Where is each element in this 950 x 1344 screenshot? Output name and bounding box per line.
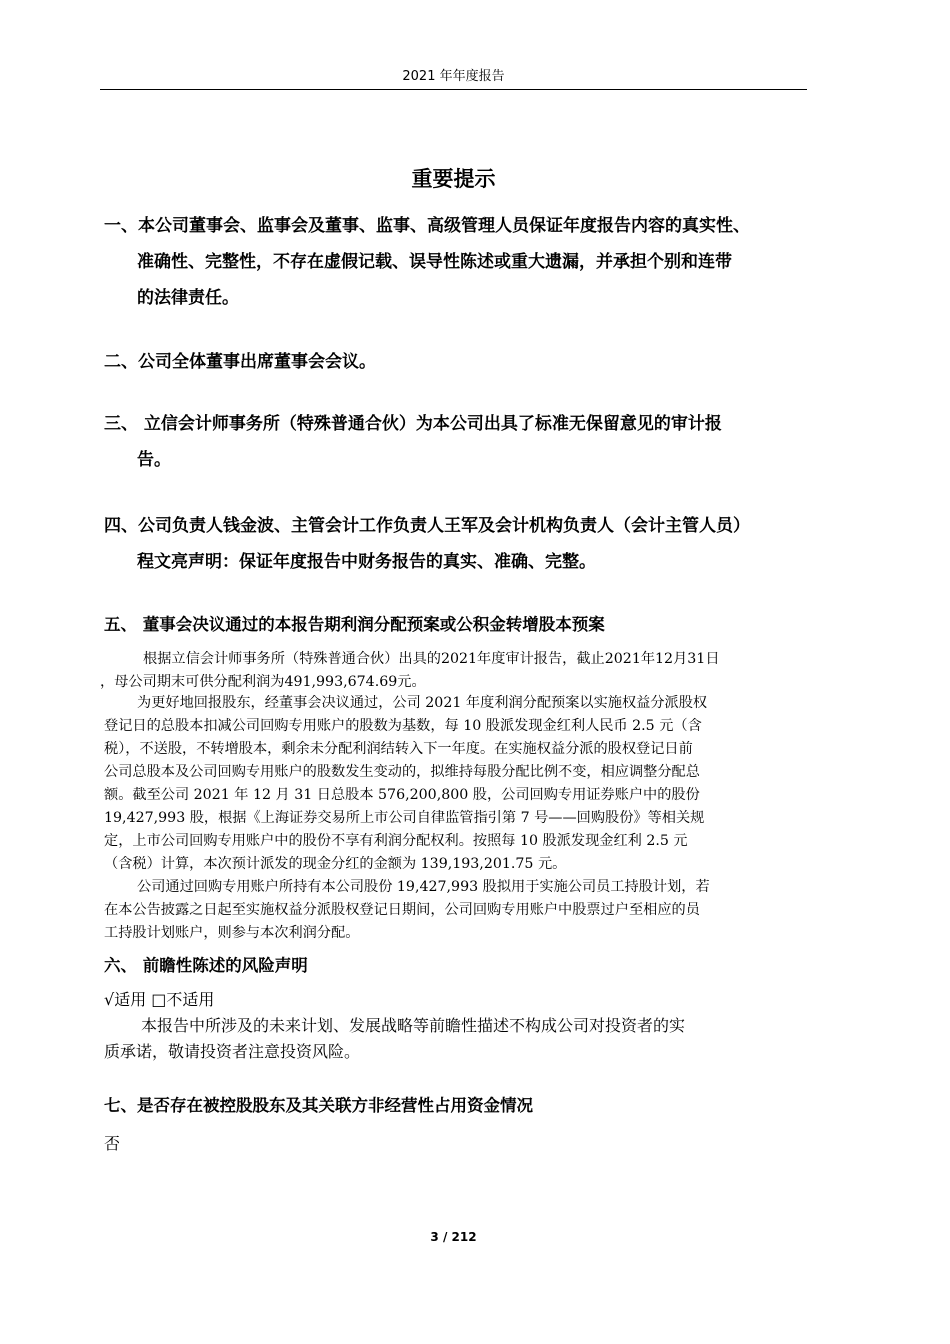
item-five-para3 bbox=[104, 876, 710, 945]
item-five-para1 bbox=[100, 648, 720, 694]
applicable-checkbox-row: √适用 □不适用 bbox=[104, 990, 215, 1009]
para-line: 公司通过回购专用账户所持有本公司股份 19,427,993 股拟用于实施公司员工持股计划，若 bbox=[137, 879, 710, 895]
item-seven-answer: 否 bbox=[104, 1134, 121, 1153]
item-three bbox=[104, 406, 722, 478]
para-line: 额。截至公司 2021 年 12 月 31 日总股本 576,200,800 股，公司回购专用证券账户中的股份 bbox=[104, 787, 700, 803]
para-line: 定，上市公司回购专用账户中的股份不享有利润分配权利。按照每 10 股派发现金红利 2.5 元 bbox=[104, 833, 688, 849]
item-four-line: 四、公司负责人钱金波、主管会计工作负责人王军及会计机构负责人（会计主管人员） bbox=[104, 516, 750, 536]
item-four bbox=[104, 508, 750, 580]
item-four-line: 程文亮声明：保证年度报告中财务报告的真实、准确、完整。 bbox=[137, 552, 596, 572]
item-three-line: 告。 bbox=[137, 450, 171, 470]
para-line: ，母公司期末可供分配利润为491,993,674.69元。 bbox=[100, 674, 426, 690]
para-line: 税），不送股，不转增股本，剩余未分配利润结转入下一年度。在实施权益分派的股权登记日前 bbox=[104, 741, 693, 757]
item-six-para bbox=[104, 1013, 685, 1065]
para-line: 质承诺，敬请投资者注意投资风险。 bbox=[104, 1042, 361, 1061]
para-line: 登记日的总股本扣减公司回购专用账户的股数为基数，每 10 股派发现金红利人民币 2.5 元（含 bbox=[104, 718, 702, 734]
header-rule bbox=[100, 89, 807, 90]
page-title: 重要提示 bbox=[411, 167, 496, 191]
item-three-line: 三、 立信会计师事务所（特殊普通合伙）为本公司出具了标准无保留意见的审计报 bbox=[104, 414, 722, 434]
item-five-para2 bbox=[104, 692, 707, 876]
item-one-line: 准确性、完整性，不存在虚假记载、误导性陈述或重大遗漏，并承担个别和连带 bbox=[137, 252, 732, 272]
item-one-line: 的法律责任。 bbox=[137, 288, 239, 308]
item-one-line: 一、本公司董事会、监事会及董事、监事、高级管理人员保证年度报告内容的真实性、 bbox=[104, 216, 750, 236]
running-header: 2021 年年度报告 bbox=[402, 69, 505, 84]
item-five-heading: 五、 董事会决议通过的本报告期利润分配预案或公积金转增股本预案 bbox=[104, 615, 605, 634]
para-line: 本报告中所涉及的未来计划、发展战略等前瞻性描述不构成公司对投资者的实 bbox=[141, 1016, 686, 1035]
para-line: 根据立信会计师事务所（特殊普通合伙）出具的2021年度审计报告，截止2021年12月31日 bbox=[143, 651, 720, 667]
para-line: 公司总股本及公司回购专用账户的股数发生变动的，拟维持每股分配比例不变，相应调整分配总 bbox=[104, 764, 700, 780]
item-one bbox=[104, 208, 750, 316]
para-line: 在本公告披露之日起至实施权益分派股权登记日期间，公司回购专用账户中股票过户至相应的员 bbox=[104, 902, 700, 918]
para-line: 为更好地回报股东，经董事会决议通过，公司 2021 年度利润分配预案以实施权益分派股权 bbox=[137, 695, 708, 711]
para-line: （含税）计算，本次预计派发的现金分红的金额为 139,193,201.75 元。 bbox=[104, 856, 567, 872]
item-seven-heading: 七、是否存在被控股股东及其关联方非经营性占用资金情况 bbox=[104, 1096, 533, 1115]
item-six-heading: 六、 前瞻性陈述的风险声明 bbox=[104, 956, 308, 975]
item-two-line: 二、公司全体董事出席董事会会议。 bbox=[104, 352, 376, 372]
para-line: 工持股计划账户，则参与本次利润分配。 bbox=[104, 925, 360, 941]
page-number: 3 / 212 bbox=[430, 1230, 477, 1244]
item-two bbox=[104, 344, 376, 380]
para-line: 19,427,993 股，根据《上海证券交易所上市公司自律监管指引第 7 号——回购股份》等相关规 bbox=[104, 810, 705, 826]
